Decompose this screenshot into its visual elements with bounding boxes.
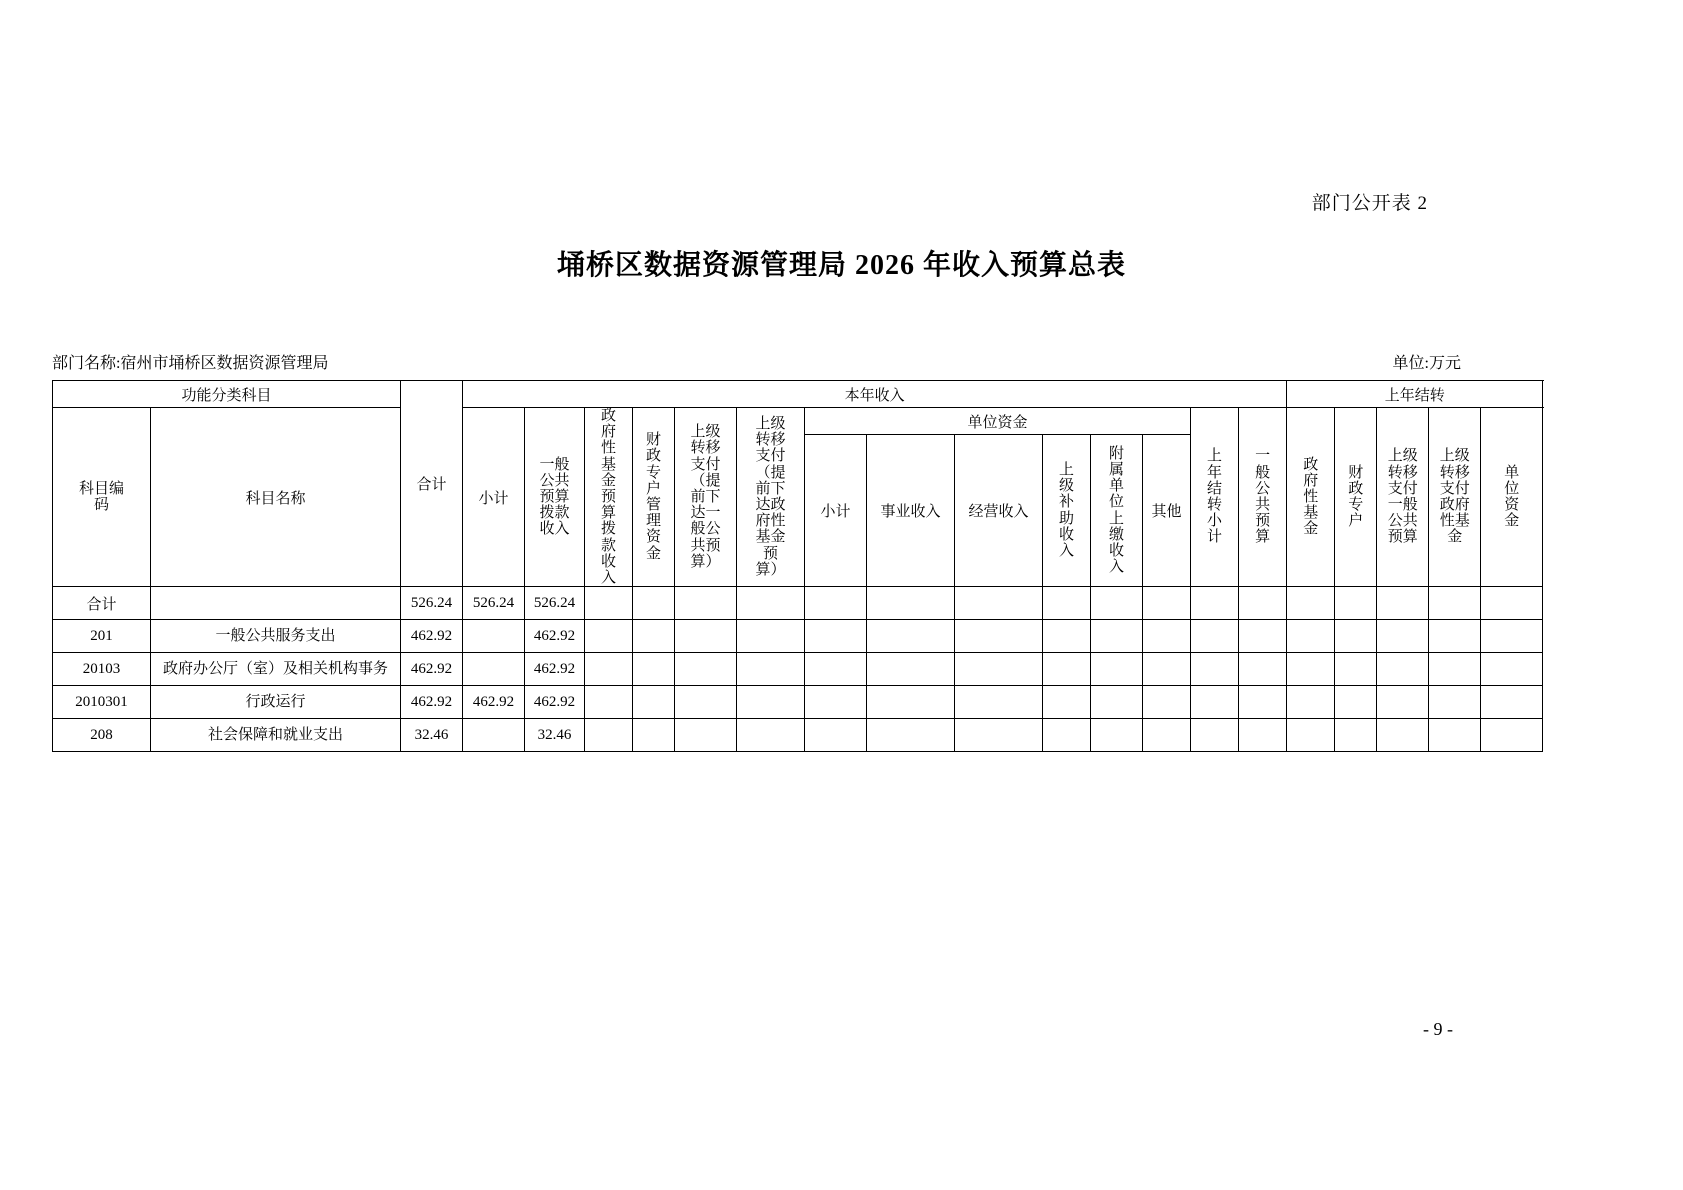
header-subject-classification: 功能分类科目: [53, 381, 401, 408]
cell-total: 462.92: [401, 653, 463, 686]
cell-fiscal_special_account: [633, 686, 675, 719]
header-operating-income: 经营收入: [955, 435, 1043, 587]
cell-other: [1143, 653, 1191, 686]
cell-carryover_fiscal_account: [1335, 587, 1377, 620]
cell-total: 462.92: [401, 686, 463, 719]
cell-transfer_govfund_advance: [737, 719, 805, 752]
cell-other: [1143, 587, 1191, 620]
cell-carryover_fiscal_account: [1335, 686, 1377, 719]
cell-carryover_subtotal: [1191, 653, 1239, 686]
cell-operating_income: [955, 587, 1043, 620]
cell-carryover_fiscal_account: [1335, 719, 1377, 752]
cell-subject-name: 行政运行: [151, 686, 401, 719]
cell-subject-code: 208: [53, 719, 151, 752]
cell-fiscal_special_account: [633, 620, 675, 653]
table-body: [53, 587, 1543, 752]
header-general-public-budget: 一般公共预算拨款收入: [525, 408, 585, 587]
cell-superior_subsidy: [1043, 719, 1091, 752]
cell-carryover_fiscal_account: [1335, 653, 1377, 686]
cell-transfer_govfund_advance: [737, 686, 805, 719]
cell-affiliated_unit_payment: [1091, 620, 1143, 653]
header-carryover-transfer-govfund: 上级转移支付政府性基金: [1429, 408, 1481, 587]
cell-subtotal: 462.92: [463, 686, 525, 719]
cell-unit_subtotal: [805, 686, 867, 719]
cell-carryover_transfer_general: [1377, 620, 1429, 653]
cell-superior_subsidy: [1043, 653, 1091, 686]
cell-transfer_general_advance: [675, 653, 737, 686]
table-row: [53, 686, 1543, 719]
cell-carryover_general_budget: [1239, 620, 1287, 653]
page-number: - 9 -: [1423, 1019, 1453, 1039]
header-superior-subsidy: 上级补助收入: [1043, 435, 1091, 587]
cell-subject-code: 合计: [53, 587, 151, 620]
cell-gov_fund_budget: [585, 587, 633, 620]
cell-transfer_general_advance: [675, 620, 737, 653]
cell-carryover_transfer_general: [1377, 653, 1429, 686]
cell-carryover_transfer_govfund: [1429, 620, 1481, 653]
department-name-label: 部门名称:宿州市埇桥区数据资源管理局: [52, 355, 329, 372]
cell-affiliated_unit_payment: [1091, 719, 1143, 752]
cell-carryover_subtotal: [1191, 686, 1239, 719]
table-header-group-row: [53, 381, 1543, 408]
header-transfer-general-advance: 上级转移支付（提前下达一般公共预算）: [675, 408, 737, 587]
header-unit-funds: 单位资金: [805, 408, 1191, 435]
page-title: 埇桥区数据资源管理局 2026 年收入预算总表: [556, 250, 1126, 281]
cell-subject-name: 一般公共服务支出: [151, 620, 401, 653]
cell-other: [1143, 686, 1191, 719]
cell-unit_subtotal: [805, 587, 867, 620]
cell-fiscal_special_account: [633, 719, 675, 752]
header-current-year-income: 本年收入: [463, 381, 1287, 408]
cell-carryover_transfer_govfund: [1429, 686, 1481, 719]
header-carryover-unit-funds: 单位资金: [1481, 408, 1543, 587]
cell-carryover_gov_fund: [1287, 620, 1335, 653]
header-total: 合计: [401, 381, 463, 587]
cell-carryover_transfer_govfund: [1429, 653, 1481, 686]
form-tag: 部门公开表 2: [1311, 193, 1428, 214]
cell-carryover_unit_funds: [1481, 686, 1543, 719]
cell-carryover_transfer_general: [1377, 587, 1429, 620]
cell-unit_subtotal: [805, 719, 867, 752]
meta-row: [52, 350, 1631, 373]
cell-subtotal: 526.24: [463, 587, 525, 620]
header-carryover-fiscal-account: 财政专户: [1335, 408, 1377, 587]
cell-subject-code: 2010301: [53, 686, 151, 719]
cell-subject-name: 政府办公厅（室）及相关机构事务: [151, 653, 401, 686]
header-carryover-general-budget: 一般公共预算: [1239, 408, 1287, 587]
header-gov-fund-budget: 政府性基金预算拨款收入: [585, 408, 633, 587]
cell-gov_fund_budget: [585, 719, 633, 752]
cell-transfer_govfund_advance: [737, 653, 805, 686]
cell-operating_income: [955, 686, 1043, 719]
cell-affiliated_unit_payment: [1091, 686, 1143, 719]
cell-carryover_gov_fund: [1287, 686, 1335, 719]
table-row: [53, 719, 1543, 752]
cell-fiscal_special_account: [633, 653, 675, 686]
cell-transfer_general_advance: [675, 719, 737, 752]
header-fiscal-special-account: 财政专户管理资金: [633, 408, 675, 587]
cell-unit_subtotal: [805, 620, 867, 653]
cell-carryover_subtotal: [1191, 719, 1239, 752]
income-budget-table: [52, 380, 1543, 752]
cell-business_income: [867, 653, 955, 686]
header-business-income: 事业收入: [867, 435, 955, 587]
cell-subtotal: [463, 620, 525, 653]
header-other: 其他: [1143, 435, 1191, 587]
cell-operating_income: [955, 620, 1043, 653]
header-carryover-gov-fund: 政府性基金: [1287, 408, 1335, 587]
header-unit-subtotal: 小计: [805, 435, 867, 587]
cell-carryover_unit_funds: [1481, 719, 1543, 752]
header-subject-code: 科目编码: [53, 408, 151, 587]
cell-subject-name: [151, 587, 401, 620]
cell-general_public_budget: 462.92: [525, 653, 585, 686]
cell-total: 462.92: [401, 620, 463, 653]
cell-carryover_general_budget: [1239, 686, 1287, 719]
cell-general_public_budget: 32.46: [525, 719, 585, 752]
header-transfer-govfund-advance: 上级转移支付（提前下达政府性基金预算）: [737, 408, 805, 587]
cell-carryover_transfer_govfund: [1429, 587, 1481, 620]
cell-carryover_gov_fund: [1287, 719, 1335, 752]
cell-transfer_general_advance: [675, 587, 737, 620]
cell-subject-code: 201: [53, 620, 151, 653]
cell-business_income: [867, 686, 955, 719]
cell-business_income: [867, 719, 955, 752]
cell-total: 526.24: [401, 587, 463, 620]
header-affiliated-unit-payment: 附属单位上缴收入: [1091, 435, 1143, 587]
cell-carryover_subtotal: [1191, 587, 1239, 620]
cell-carryover_fiscal_account: [1335, 620, 1377, 653]
cell-carryover_gov_fund: [1287, 587, 1335, 620]
cell-transfer_govfund_advance: [737, 587, 805, 620]
cell-affiliated_unit_payment: [1091, 587, 1143, 620]
cell-carryover_unit_funds: [1481, 587, 1543, 620]
table-row: [53, 587, 1543, 620]
cell-superior_subsidy: [1043, 620, 1091, 653]
table-header-subgroup-row: [53, 408, 1543, 435]
cell-other: [1143, 620, 1191, 653]
unit-label: 单位:万元: [1392, 355, 1461, 372]
cell-carryover_subtotal: [1191, 620, 1239, 653]
header-income-subtotal: 小计: [463, 408, 525, 587]
cell-transfer_general_advance: [675, 686, 737, 719]
cell-carryover_transfer_general: [1377, 686, 1429, 719]
cell-carryover_unit_funds: [1481, 653, 1543, 686]
cell-subject-name: 社会保障和就业支出: [151, 719, 401, 752]
cell-carryover_general_budget: [1239, 587, 1287, 620]
cell-carryover_transfer_govfund: [1429, 719, 1481, 752]
cell-business_income: [867, 587, 955, 620]
cell-other: [1143, 719, 1191, 752]
header-subject-name: 科目名称: [151, 408, 401, 587]
cell-carryover_transfer_general: [1377, 719, 1429, 752]
cell-subtotal: [463, 653, 525, 686]
header-prior-year-carryover: 上年结转: [1287, 381, 1543, 408]
cell-gov_fund_budget: [585, 620, 633, 653]
cell-carryover_general_budget: [1239, 653, 1287, 686]
header-carryover-subtotal: 上年结转小计: [1191, 408, 1239, 587]
cell-fiscal_special_account: [633, 587, 675, 620]
cell-affiliated_unit_payment: [1091, 653, 1143, 686]
table-row: [53, 653, 1543, 686]
cell-operating_income: [955, 719, 1043, 752]
cell-gov_fund_budget: [585, 653, 633, 686]
cell-business_income: [867, 620, 955, 653]
cell-general_public_budget: 526.24: [525, 587, 585, 620]
cell-total: 32.46: [401, 719, 463, 752]
cell-carryover_unit_funds: [1481, 620, 1543, 653]
cell-general_public_budget: 462.92: [525, 620, 585, 653]
cell-unit_subtotal: [805, 653, 867, 686]
cell-gov_fund_budget: [585, 686, 633, 719]
cell-subtotal: [463, 719, 525, 752]
cell-transfer_govfund_advance: [737, 620, 805, 653]
cell-subject-code: 20103: [53, 653, 151, 686]
cell-carryover_gov_fund: [1287, 653, 1335, 686]
cell-general_public_budget: 462.92: [525, 686, 585, 719]
cell-superior_subsidy: [1043, 587, 1091, 620]
header-carryover-transfer-general: 上级转移支付一般公共预算: [1377, 408, 1429, 587]
table-row: [53, 620, 1543, 653]
cell-superior_subsidy: [1043, 686, 1091, 719]
cell-operating_income: [955, 653, 1043, 686]
cell-carryover_general_budget: [1239, 719, 1287, 752]
